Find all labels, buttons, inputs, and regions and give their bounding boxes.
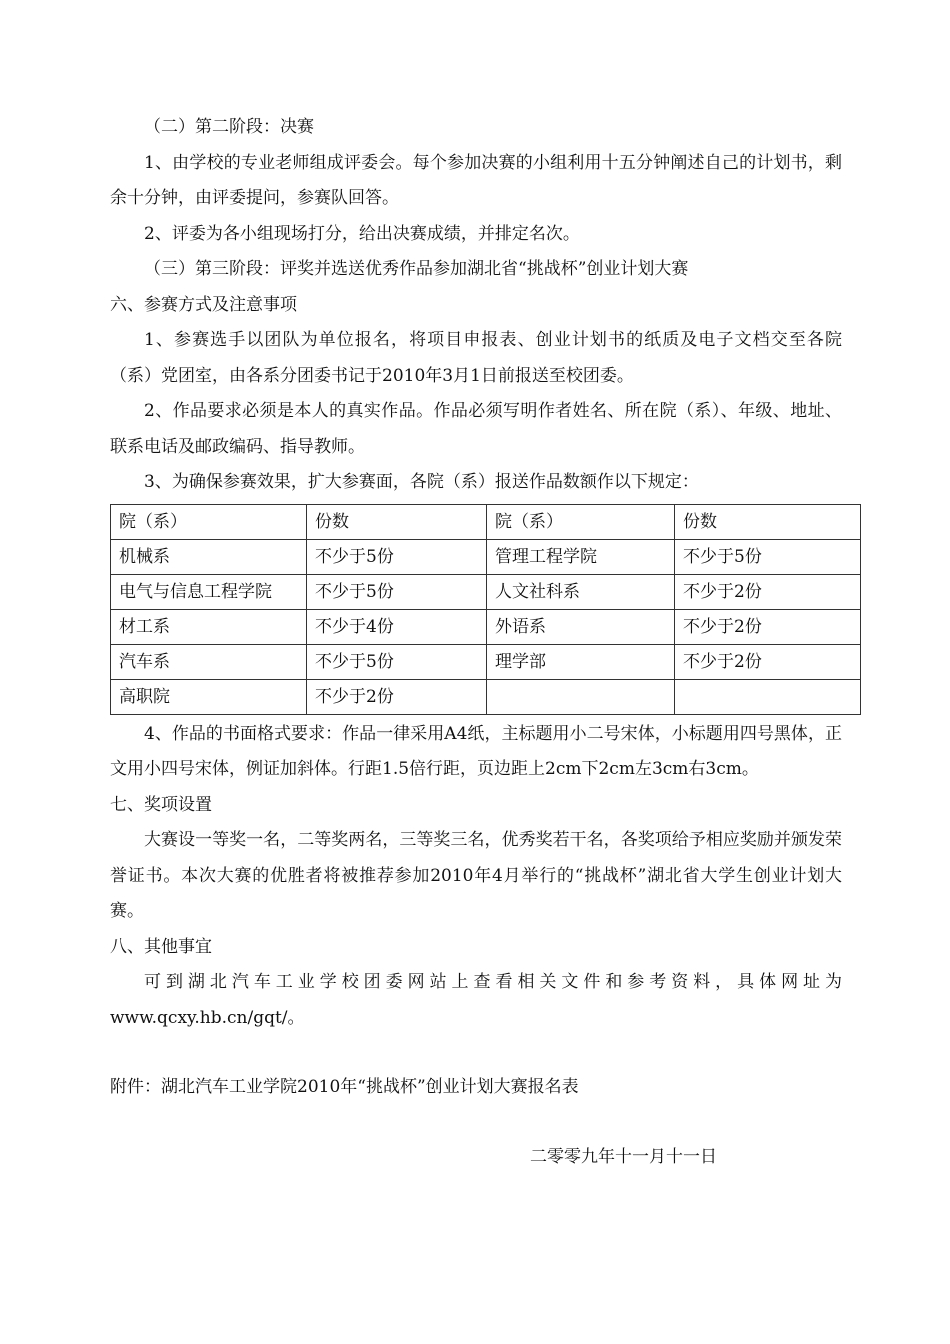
table-cell <box>675 679 861 714</box>
stage2-paragraph-1: 1、由学校的专业老师组成评委会。每个参加决赛的小组利用十五分钟阐述自己的计划书，剩余十分钟，由评委提问，参赛队回答。 <box>110 152 842 208</box>
section-6-paragraph-1: 1、参赛选手以团队为单位报名，将项目申报表、创业计划书的纸质及电子文档交至各院（系）党团室，由各系分团委书记于2010年3月1日前报送至校团委。 <box>110 330 842 386</box>
table-cell: 不少于2份 <box>307 679 487 714</box>
table-cell: 机械系 <box>111 539 307 574</box>
section-8-heading: 八、其他事宜 <box>110 936 212 957</box>
table-header-cell: 份数 <box>675 504 861 539</box>
table-cell: 不少于5份 <box>307 574 487 609</box>
table-cell: 不少于2份 <box>675 574 861 609</box>
section-6-heading: 六、参赛方式及注意事项 <box>110 294 297 315</box>
section-7-heading: 七、奖项设置 <box>110 794 212 815</box>
table-cell: 人文社科系 <box>487 574 675 609</box>
section-6-paragraph-4: 4、作品的书面格式要求：作品一律采用A4纸，主标题用小二号宋体，小标题用四号黑体，正文用小四号宋体，例证加斜体。行距1.5倍行距，页边距上2cm下2cm左3cm右3cm。 <box>110 723 842 779</box>
table-row <box>111 539 861 574</box>
section-6-paragraph-2: 2、作品要求必须是本人的真实作品。作品必须写明作者姓名、所在院（系）、年级、地址、联系电话及邮政编码、指导教师。 <box>110 401 842 457</box>
table-cell: 不少于2份 <box>675 644 861 679</box>
table-row <box>111 679 861 714</box>
table-cell: 不少于5份 <box>307 644 487 679</box>
table-cell: 汽车系 <box>111 644 307 679</box>
attachment-note: 附件：湖北汽车工业学院2010年“挑战杯”创业计划大赛报名表 <box>110 1077 579 1097</box>
table-cell: 高职院 <box>111 679 307 714</box>
table-row <box>111 644 861 679</box>
stage3-title: （三）第三阶段：评奖并选送优秀作品参加湖北省“挑战杯”创业计划大赛 <box>144 259 689 279</box>
table-cell: 电气与信息工程学院 <box>111 574 307 609</box>
table-cell: 理学部 <box>487 644 675 679</box>
document-date: 二零零九年十一月十一日 <box>530 1146 717 1167</box>
stage2-title: （二）第二阶段：决赛 <box>144 117 314 137</box>
table-cell: 不少于5份 <box>675 539 861 574</box>
table-cell: 外语系 <box>487 609 675 644</box>
stage2-paragraph-2: 2、评委为各小组现场打分，给出决赛成绩，并排定名次。 <box>144 223 580 244</box>
table-cell: 不少于5份 <box>307 539 487 574</box>
submission-quota-table <box>110 504 861 715</box>
table-header-row <box>111 504 861 539</box>
table-cell: 不少于4份 <box>307 609 487 644</box>
table-header-cell: 院（系） <box>111 504 307 539</box>
section-7-paragraph-1: 大赛设一等奖一名，二等奖两名，三等奖三名，优秀奖若干名，各奖项给予相应奖励并颁发荣誉证书。本次大赛的优胜者将被推荐参加2010年4月举行的“挑战杯”湖北省大学生创业计划大赛。 <box>110 830 842 921</box>
blank-line <box>110 1036 842 1070</box>
document-page <box>110 110 842 1175</box>
section-6-paragraph-3: 3、为确保参赛效果，扩大参赛面，各院（系）报送作品数额作以下规定： <box>144 472 699 492</box>
table-header-cell: 份数 <box>307 504 487 539</box>
blank-line <box>110 1106 842 1140</box>
table-row <box>111 609 861 644</box>
table-header-cell: 院（系） <box>487 504 675 539</box>
section-8-paragraph-1: 可到湖北汽车工业学校团委网站上查看相关文件和参考资料，具体网址为www.qcxy.hb.cn/gqt/。 <box>110 972 842 1028</box>
table-cell: 材工系 <box>111 609 307 644</box>
table-cell: 不少于2份 <box>675 609 861 644</box>
table-row <box>111 574 861 609</box>
table-cell: 管理工程学院 <box>487 539 675 574</box>
table-cell <box>487 679 675 714</box>
